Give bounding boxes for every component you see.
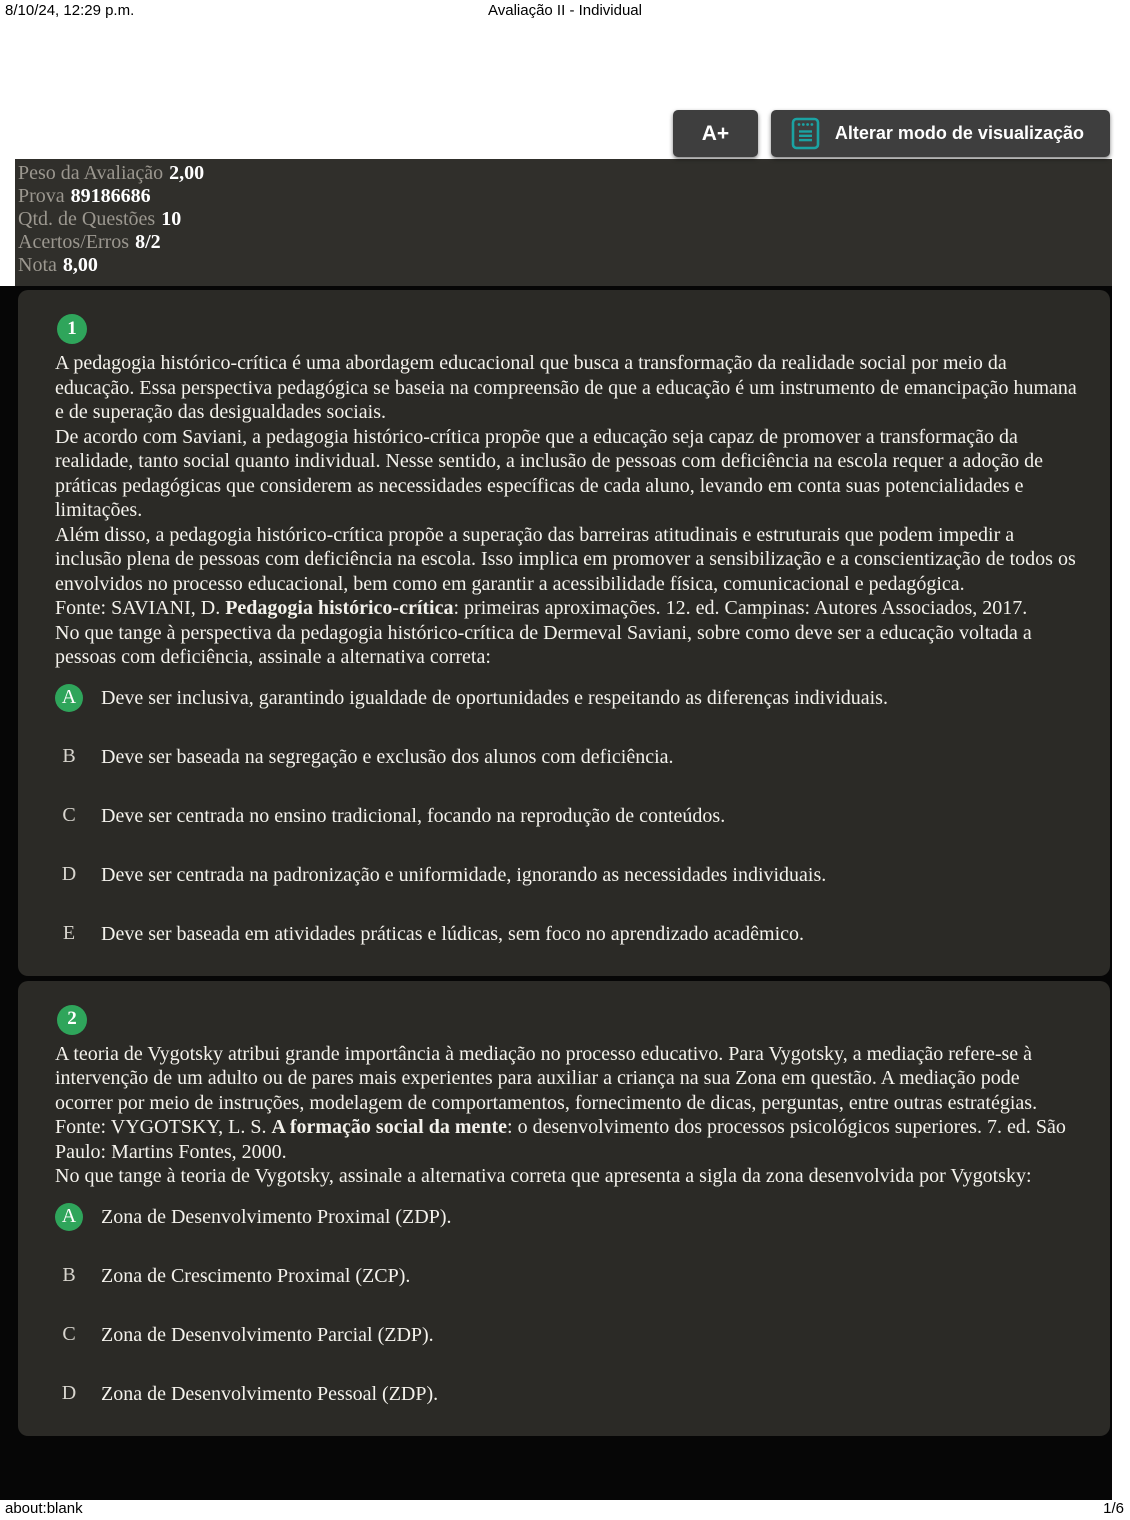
option-text: Deve ser baseada na segregação e exclusão dos alunos com deficiência. <box>101 745 674 768</box>
text-segment: A formação social da mente <box>271 1116 508 1138</box>
option-e[interactable] <box>55 920 1080 948</box>
change-view-mode-button[interactable] <box>771 110 1110 157</box>
summary-row <box>18 231 1102 254</box>
text-segment: : o desenvolvimento dos processos psicológicos superiores. 7. ed. São Paulo: Martins Fontes, 2000. <box>55 1116 1066 1163</box>
summary-label: Acertos/Erros <box>18 231 130 253</box>
option-text: Zona de Desenvolvimento Parcial (ZDP). <box>101 1323 434 1346</box>
summary-row <box>18 254 1102 277</box>
option-c[interactable] <box>55 802 1080 830</box>
option-letter: C <box>62 804 76 827</box>
question-text <box>55 1042 1080 1189</box>
question-number-badge: 1 <box>57 314 87 344</box>
option-letter: E <box>62 922 76 945</box>
text-segment: Fonte: SAVIANI, D. <box>55 597 226 619</box>
option-c[interactable] <box>55 1321 1080 1349</box>
print-page-title: Avaliação II - Individual <box>488 2 642 19</box>
text-segment: : primeiras aproximações. 12. ed. Campinas: Autores Associados, 2017. <box>453 597 1028 619</box>
option-d[interactable] <box>55 861 1080 889</box>
text-segment: A pedagogia histórico-crítica é uma abordagem educacional que busca a transformação da realidade social por meio da educação. Essa perspectiva pedagógica se baseia na compreensão de que a educação é um instrumento de emancipação humana e de superação das desigualdades sociais. <box>55 352 1077 423</box>
question-paragraph <box>55 621 1080 670</box>
summary-label: Qtd. de Questões <box>18 208 156 230</box>
summary-label: Prova <box>18 185 65 207</box>
question-paragraph <box>55 425 1080 523</box>
print-url: about:blank <box>5 1500 83 1517</box>
option-letter: B <box>62 1264 76 1287</box>
options-list <box>55 684 1080 948</box>
option-text: Zona de Desenvolvimento Pessoal (ZDP). <box>101 1382 439 1405</box>
option-a[interactable] <box>55 684 1080 712</box>
text-segment: No que tange à perspectiva da pedagogia histórico-crítica de Dermeval Saviani, sobre como deve ser a educação voltada a pessoas com deficiência, assinale a alternativa correta: <box>55 621 1032 668</box>
summary-row <box>18 162 1102 185</box>
summary-value: 8,00 <box>62 254 98 276</box>
option-b[interactable] <box>55 1262 1080 1290</box>
option-text: Zona de Crescimento Proximal (ZCP). <box>101 1264 411 1287</box>
option-text: Deve ser inclusiva, garantindo igualdade de oportunidades e respeitando as diferenças individuais. <box>101 686 888 709</box>
change-view-mode-label: Alterar modo de visualização <box>834 123 1084 143</box>
question-number-badge: 2 <box>57 1005 87 1035</box>
option-letter: B <box>62 745 76 768</box>
print-page-number: 1/6 <box>1103 1500 1124 1517</box>
option-text: Zona de Desenvolvimento Proximal (ZDP). <box>101 1205 452 1228</box>
option-b[interactable] <box>55 743 1080 771</box>
option-letter: C <box>62 1323 76 1346</box>
option-text: Deve ser baseada em atividades práticas e lúdicas, sem foco no aprendizado acadêmico. <box>101 922 805 945</box>
summary-row <box>18 185 1102 208</box>
text-segment: Fonte: VYGOTSKY, L. S. <box>55 1116 272 1138</box>
toolbar <box>0 110 1110 157</box>
reader-list-icon <box>791 117 820 150</box>
selected-option-badge: A <box>55 1203 83 1231</box>
question-text <box>55 351 1080 670</box>
exam-summary <box>15 159 1112 286</box>
option-letter: D <box>61 863 77 886</box>
summary-label: Nota <box>18 254 57 276</box>
question-paragraph <box>55 1115 1080 1164</box>
question-card-2 <box>18 981 1110 1436</box>
summary-value: 8/2 <box>135 231 161 253</box>
text-segment: Além disso, a pedagogia histórico-crítica propõe a superação das barreiras atitudinais e estruturais que podem impedir a inclusão plena de pessoas com deficiência na escola. Isso implica em promover a sensibilização e a conscientização de todos os envolvidos no processo educacional, bem como em garantir a acessibilidade física, comunicacional e pedagógica. <box>55 523 1076 595</box>
print-timestamp: 8/10/24, 12:29 p.m. <box>5 2 135 19</box>
option-text: Deve ser centrada no ensino tradicional, focando na reprodução de conteúdos. <box>101 804 726 827</box>
question-card-1 <box>18 290 1110 976</box>
selected-option-badge: A <box>55 684 83 712</box>
questions-area <box>0 286 1112 1500</box>
text-segment: No que tange à teoria de Vygotsky, assinale a alternativa correta que apresenta a sigla da zona desenvolvida por Vygotsky: <box>55 1165 1032 1187</box>
summary-value: 89186686 <box>70 185 151 207</box>
option-d[interactable] <box>55 1380 1080 1408</box>
question-paragraph <box>55 596 1080 621</box>
print-header <box>0 0 1130 24</box>
print-footer <box>0 1498 1130 1520</box>
question-paragraph <box>55 523 1080 597</box>
summary-label: Peso da Avaliação <box>18 162 164 184</box>
options-list <box>55 1203 1080 1408</box>
option-letter: D <box>61 1382 77 1405</box>
text-segment: A teoria de Vygotsky atribui grande importância à mediação no processo educativo. Para Vygotsky, a mediação refere-se à intervenção de um adulto ou de pares mais experientes para auxiliar a criança na sua Zona em questão. A mediação pode ocorrer por meio de instruções, modelagem de comportamentos, fornecimento de dicas, perguntas, entre outras estratégias. <box>55 1042 1038 1114</box>
question-paragraph <box>55 351 1080 425</box>
text-segment: De acordo com Saviani, a pedagogia histórico-crítica propõe que a educação seja capaz de promover a transformação da realidade, tanto social quanto individual. Nesse sentido, a inclusão de pessoas com deficiência na escola requer a adoção de práticas pedagógicas que considerem as necessidades específicas de cada aluno, levando em conta suas potencialidades e limitações. <box>55 425 1043 521</box>
option-a[interactable] <box>55 1203 1080 1231</box>
question-paragraph <box>55 1164 1080 1189</box>
option-text: Deve ser centrada na padronização e uniformidade, ignorando as necessidades individuais. <box>101 863 827 886</box>
summary-value: 10 <box>161 208 182 230</box>
summary-row <box>18 208 1102 231</box>
question-paragraph <box>55 1042 1080 1116</box>
increase-font-button[interactable]: A+ <box>673 110 758 157</box>
summary-value: 2,00 <box>169 162 205 184</box>
text-segment: Pedagogia histórico-crítica <box>225 597 454 619</box>
